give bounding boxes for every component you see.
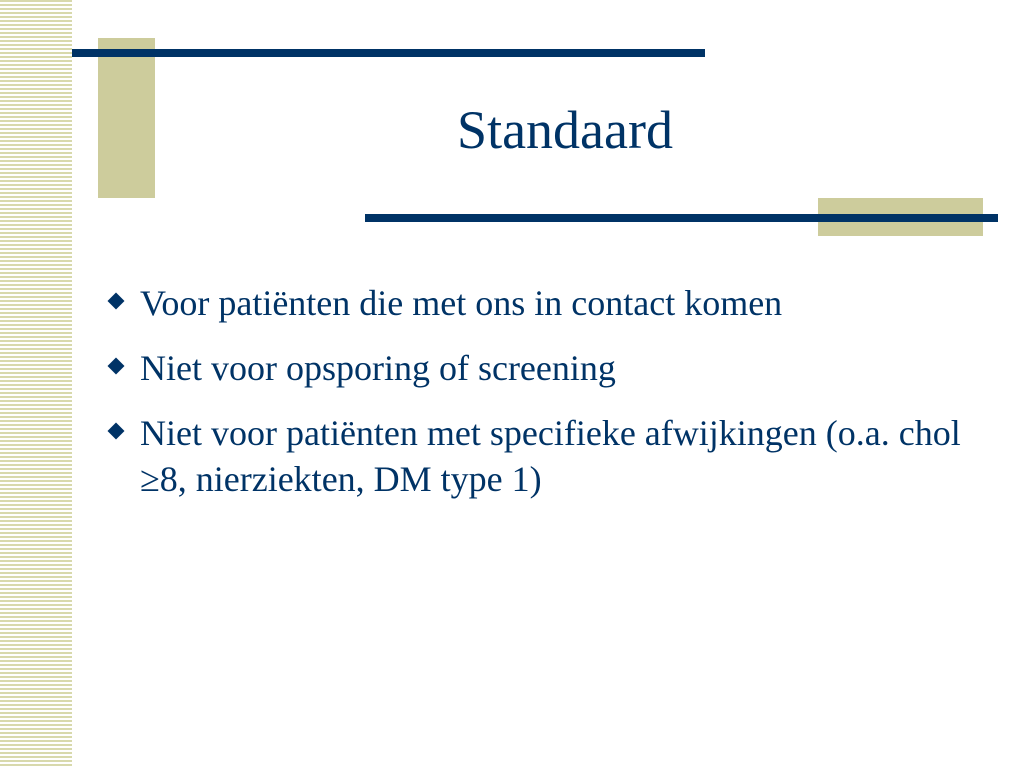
bullet-list <box>106 280 966 521</box>
title-rule-bottom <box>365 214 998 222</box>
bullet-text: Niet voor opsporing of screening <box>140 348 616 388</box>
bullet-text: Niet voor patiënten met specifieke afwijkingen (o.a. chol ≥8, nierziekten, DM type 1) <box>140 413 961 499</box>
title-rule-top <box>72 49 705 57</box>
diamond-bullet-icon <box>108 293 125 310</box>
bullet-item <box>106 345 966 391</box>
accent-block-top <box>98 38 155 198</box>
diamond-bullet-icon <box>108 358 125 375</box>
slide-title: Standaard <box>457 100 673 160</box>
diamond-bullet-icon <box>108 423 125 440</box>
bullet-item <box>106 410 966 502</box>
decorative-stripes <box>0 0 72 768</box>
bullet-text: Voor patiënten die met ons in contact komen <box>140 283 783 323</box>
bullet-item <box>106 280 966 326</box>
